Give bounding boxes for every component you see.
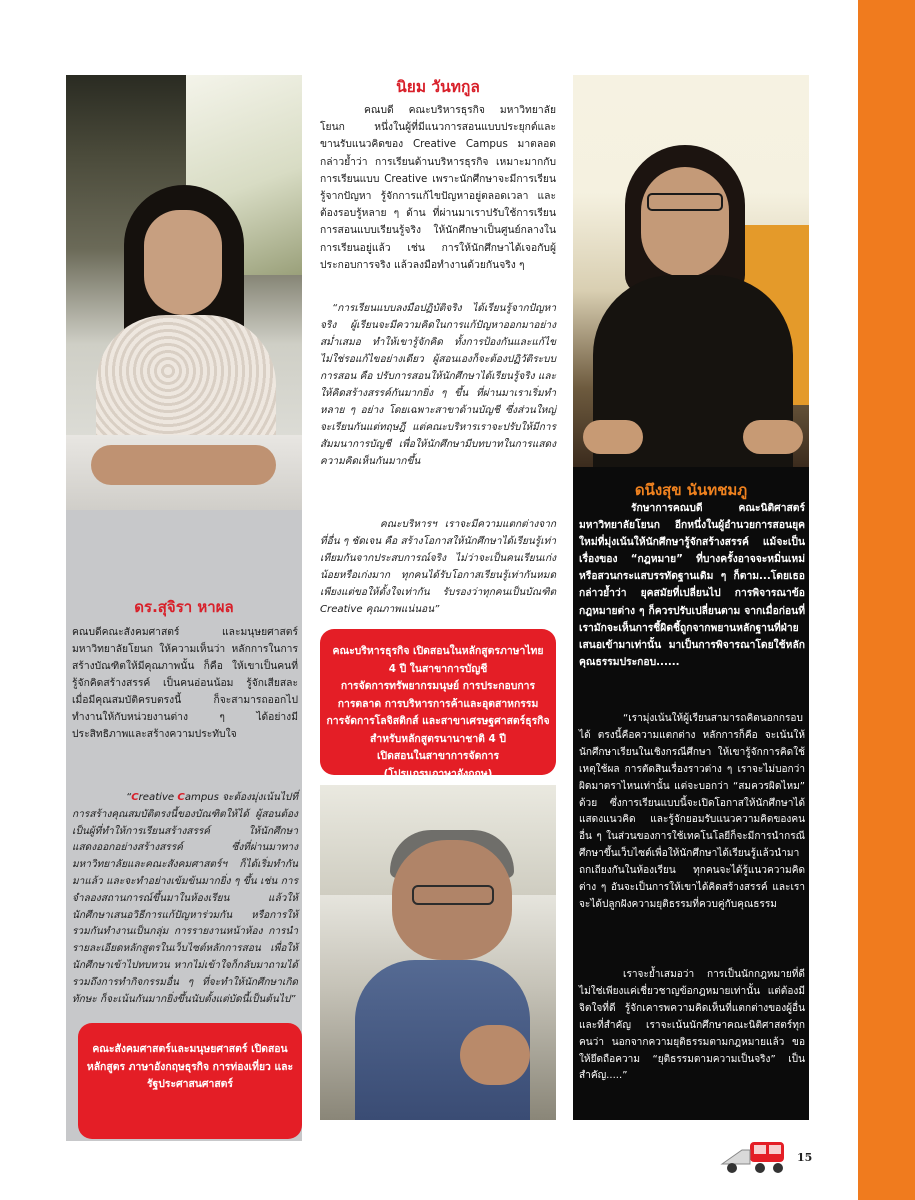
person-name-middle: นิยม วันทกูล	[396, 78, 480, 96]
left-column	[66, 75, 302, 1141]
person-name-right: ดนึงสุข นันทชมภู	[634, 481, 748, 499]
portrait-photo-suchira	[66, 75, 302, 510]
brand-letter-c1: C	[131, 792, 139, 803]
faculty-info-box-business	[320, 629, 556, 780]
info-line: สำหรับหลักสูตรนานาชาติ 4 ปี	[370, 732, 506, 745]
orange-edge-strip	[858, 0, 915, 1200]
middle-intro-paragraph: คณบดี คณะบริหารธุรกิจ มหาวิทยาลัยโยนก หนึ่งในผู้ที่มีแนวการสอนแบบประยุกต์และขานรับแนวคิดของ Creative Campus มาตลอด กล่าวย้ำว่า การเรียนด้านบริหารธุรกิจ เหมาะมากกับการเรียนแบบ Creative เพราะนักศึกษาจะมีการเรียนรู้จากปัญหา รู้จักการแก้ไขปัญหาอยู่ตลอดเวลา และต้องรอบรู้หลาย ๆ ด้าน ที่ผ่านมาเราปรับใช้การเรียนการสอนแบบเรียนรู้จริง ให้นักศึกษาเป็นศูนย์กลางในการเรียนอยู่แล้ว เช่น การให้นักศึกษาได้เจอกับผู้ประกอบการจริง แล้วลงมือทำงานด้วยกันจริง ๆ	[320, 104, 556, 271]
page-number: 15	[797, 1151, 813, 1164]
info-line: 4 ปี ในสาขาการบัญชี	[388, 662, 488, 675]
info-line: คณะบริหารธุรกิจ เปิดสอนในหลักสูตรภาษาไทย	[332, 645, 544, 657]
info-line: การจัดการโลจิสติกส์ และสาขาเศรษฐศาสตร์ธุรกิจ	[326, 715, 550, 727]
info-line: (โปรแกรมภาษาอังกฤษ)	[383, 767, 493, 780]
portrait-photo-niyom	[320, 785, 556, 1120]
person-name-left: ดร.สุจิรา หาผล	[134, 598, 234, 616]
right-quote-paragraph: “เรามุ่งเน้นให้ผู้เรียนสามารถคิดนอกกรอบได้ ตรงนี้คือความแตกต่าง หลักการก็คือ จะเน้นให้นักศึกษาเรียนในเชิงกรณีศึกษา ให้เขารู้จักการคิดใช้เหตุใช้ผล การตัดสินเรื่องราวต่าง ๆ เราจะไม่บอกว่าผิดมาตราไหนเท่านั้น แต่จะบอกว่า “สมควรผิดไหม” ด้วย ซึ่งการเรียนแบบนี้จะเปิดโอกาสให้นักศึกษาได้แสดงแนวคิด และรู้จักยอมรับแนวความคิดของคนอื่น ๆ ในส่วนของการใช้เทคโนโลยีก็จะมีการนำกรณีศึกษาขึ้นเว็บไซต์เพื่อให้นักศึกษาได้เรียนรู้แล้วนำมาถกเถียงกันในห้องเรียน ทุกคนจะได้รู้แนวความคิดต่าง ๆ อันจะเป็นการให้เขาได้คิดสร้างสรรค์ และเราจะได้ปลูกฝังความยุติธรรมที่ควบคู่กับคุณธรรม	[579, 713, 805, 910]
left-intro-paragraph: คณบดีคณะสังคมศาสตร์ และมนุษยศาสตร์ มหาวิทยาลัยโยนก ให้ความเห็นว่า หลักการในการสร้างบัณฑิตให้มีคุณภาพนั้น ก็คือ ให้เขาเป็นคนที่รู้จักคิดสร้างสรรค์ เป็นคนอ่อนน้อม รู้จักเสียสละ เมื่อมีคุณสมบัติครบตรงนี้ ก็จะสามารถออกไปทำงานให้กับหน่วยงานต่าง ๆ ได้อย่างมีประสิทธิภาพและสร้างความประทับใจ	[72, 626, 298, 740]
right-quote-paragraph-2: เราจะย้ำเสมอว่า การเป็นนักกฎหมายที่ดี ไม่ใช่เพียงแค่เชี่ยวชาญข้อกฎหมายเท่านั้น แต่ต้องมีจิตใจที่ดี รู้จักเคารพความคิดเห็นที่แตกต่างของผู้อื่น และที่สำคัญ เราจะเน้นนักศึกษาคณะนิติศาสตร์ทุกคนว่า นอกจากความยุติธรรมตามกฎหมายแล้ว ขอให้ยึดถือความ “ยุติธรรมตามความเป็นจริง” เป็นสำคัญ.....”	[579, 969, 805, 1082]
info-line: เปิดสอนในสาขาการจัดการ	[376, 750, 500, 762]
info-line: การตลาด การบริหารการค้าและอุตสาหกรรม	[337, 697, 539, 710]
middle-quote-paragraph-2: คณะบริหารฯ เราจะมีความแตกต่างจากที่อื่น ๆ ชัดเจน คือ สร้างโอกาสให้นักศึกษาได้เรียนรู้เท่าเทียมกันจากประสบการณ์จริง ไม่ว่าจะเป็นคนเรียนเก่งน้อยหรือเก่งมาก ทุกคนได้รับโอกาสเรียนรู้เท่ากันหมด เพียงแต่ขอให้ตั้งใจเท่ากัน รับรองว่าทุกคนเป็นบัณฑิต Creative คุณภาพแน่นอน”	[320, 519, 556, 615]
tuk-tuk-logo-icon	[712, 1136, 792, 1176]
portrait-photo-danuengsuk	[573, 75, 809, 467]
info-line: การจัดการทรัพยากรมนุษย์ การประกอบการ	[340, 680, 536, 692]
brand-letter-c2: C	[177, 792, 185, 803]
middle-quote-paragraph: “การเรียนแบบลงมือปฏิบัติจริง ได้เรียนรู้จากปัญหาจริง ผู้เรียนจะมีความคิดในการแก้ปัญหาออกมาอย่างสม่ำเสมอ ทำให้เขารู้จักคิด ทั้งการป้องกันและแก้ไข ไม่ใช่รอแก้ไขอย่างเดียว ผู้สอนเองก็จะต้องปฏิวัติระบบการสอน คือ ปรับการสอนให้นักศึกษาได้เรียนรู้จริง และให้คิดสร้างสรรค์กันมากยิ่ง ๆ ขึ้น ที่ผ่านมาเราเริ่มทำหลาย ๆ อย่าง โดยเฉพาะสาขาด้านบัญชี ซึ่งส่วนใหญ่จะเรียนกันแต่ทฤษฎี แต่คณะบริหารเราจะปรับให้มีการสัมมนาการบัญชี เพื่อให้นักศึกษามีบทบาทในการแสดงความคิดเห็นกันมากขึ้น	[320, 303, 556, 467]
faculty-info-box-social-sciences: คณะสังคมศาสตร์และมนุษยศาสตร์ เปิดสอนหลักสูตร ภาษาอังกฤษธุรกิจ การท่องเที่ยว และรัฐประศาสนศาสตร์	[78, 1023, 302, 1139]
right-intro-paragraph: รักษาการคณบดี คณะนิติศาสตร์ มหาวิทยาลัยโยนก อีกหนึ่งในผู้อำนวยการสอนยุคใหม่ที่มุ่งเน้นให้นักศึกษารู้จักสร้างสรรค์ แม้จะเป็นเรื่องของ “กฎหมาย” ที่บางครั้งอาจจะหมิ่นเหม่ หรือสวนกระแสบรรทัดฐานเดิม ๆ ก็ตาม...โดยเธอกล่าวย้ำว่า ยุคสมัยที่เปลี่ยนไป การพิจารณาข้อกฎหมายต่าง ๆ ก็ควรปรับเปลี่ยนตาม จากเมื่อก่อนที่เรามักจะเห็นการชี้ผิดชี้ถูกจากพยานหลักฐานที่ฝ่ายเสนอเข้ามาเท่านั้น มาเป็นการพิจารณาโดยใช้หลักคุณธรรมประกอบ......	[579, 502, 805, 668]
right-column	[573, 75, 809, 1120]
left-quote-paragraph: “Creative Campus จะต้องมุ่งเน้นไปที่การสร้างคุณสมบัติตรงนี้ของบัณฑิตให้ได้ ผู้สอนต้องเป็นผู้ที่ทำให้การเรียนสร้างสรรค์ ให้นักศึกษาแสดงออกอย่างสร้างสรรค์ ซึ่งที่ผ่านมาทางมหาวิทยาลัยและคณะสังคมศาสตร์ฯ ก็ได้เริ่มทำกันมาแล้ว และจะทำอย่างเข้มข้นมากยิ่ง ๆ ขึ้น เช่น การจำลองสถานการณ์ขึ้นมาในห้องเรียน แล้วให้นักศึกษาเสนอวิธีการแก้ปัญหาร่วมกัน หรือการให้รวมกันทำงานเป็นกลุ่ม การรายงานหน้าห้อง การนำรายละเอียดหลักสูตรในเว็บไซต์หลักการสอน เพื่อให้นักศึกษาเข้าไปทบทวน หากไม่เข้าใจก็กลับมาถามได้ รวมถึงการทำกิจกรรมอื่น ๆ ที่จะทำให้นักศึกษาเกิดทักษะ ก็จะเน้นกันมากยิ่งขึ้นนับตั้งแต่บัดนี้เป็นต้นไป”	[72, 792, 298, 1005]
